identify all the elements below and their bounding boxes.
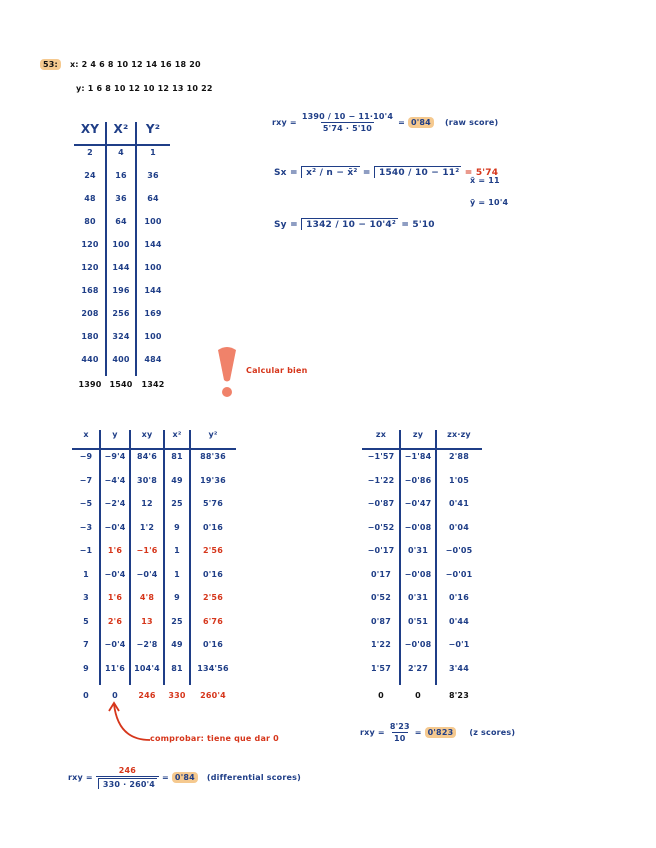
table3-cell: −0'08 (404, 569, 432, 579)
table2-cell: 5 (83, 616, 89, 626)
table3-total: 0 (378, 691, 384, 700)
rxy-z-label: rxy = (360, 728, 385, 737)
check-note: comprobar: tiene que dar 0 (150, 734, 279, 743)
table2-cell: 1'2 (139, 522, 155, 532)
table1-header-2: Y² (145, 122, 161, 136)
table3-cell: −1'22 (367, 475, 395, 485)
table1-cell: 48 (84, 194, 96, 203)
table3-header-0: zx (375, 430, 387, 439)
table2-cell: 25 (171, 616, 183, 626)
sx-label: Sx = (274, 168, 298, 178)
table1-cell: 36 (147, 171, 159, 180)
table3-cell: −0'05 (445, 546, 473, 555)
table1-cell: 180 (81, 332, 99, 341)
table3-cell: 1'57 (371, 663, 391, 673)
table1-cell: 208 (81, 309, 99, 318)
table2-header-2: xy (141, 430, 153, 439)
table2-total: 246 (138, 691, 156, 700)
table3-cell: 0'04 (449, 522, 469, 532)
table2-cell: 4'8 (139, 593, 155, 602)
table2-column-rule (163, 430, 165, 685)
sx-result: = 5'74 (464, 168, 499, 178)
table3-header-rule (362, 448, 482, 450)
table1-total: 1390 (78, 380, 102, 389)
table2-cell: −0'4 (104, 522, 126, 532)
table3-cell: −0'17 (367, 546, 395, 555)
rxy-note: (raw score) (444, 118, 499, 127)
sy-sqrt: 1342 / 10 − 10'4² (301, 218, 398, 230)
table1-cell: 440 (81, 355, 99, 364)
table2-cell: 81 (171, 663, 183, 673)
sy-result: = 5'10 (401, 220, 435, 230)
rxy-z-denominator: 10 (394, 734, 406, 743)
table3-cell: 0'87 (371, 616, 391, 626)
table3-cell: 0'17 (371, 569, 391, 579)
warning-text: Calcular bien (246, 366, 308, 375)
table3-cell: 0'31 (408, 546, 428, 555)
rxy-result: 0'84 (408, 117, 434, 128)
table2-cell: 1 (174, 546, 180, 555)
table2-cell: 0'16 (203, 522, 223, 532)
table2-cell: 9 (83, 663, 89, 673)
table1-total: 1342 (141, 380, 165, 389)
table2-cell: 2'56 (203, 593, 223, 602)
table2-cell: 9 (174, 522, 180, 532)
table2-cell: 6'76 (203, 616, 223, 626)
table1-total: 1540 (109, 380, 133, 389)
table2-cell: 104'4 (134, 663, 160, 673)
rxy-fraction (300, 112, 395, 133)
table1-cell: 24 (84, 171, 96, 180)
table2-cell: 12 (141, 499, 153, 508)
table2-cell: 81 (171, 452, 183, 461)
table3-cell: −0'87 (367, 499, 395, 508)
table1-cell: 64 (115, 217, 127, 226)
raw-score-table (74, 122, 184, 397)
table2-cell: 1 (83, 569, 89, 579)
table2-cell: 5'76 (203, 499, 223, 508)
table2-column-rule (189, 430, 191, 685)
table2-cell: 13 (141, 616, 153, 626)
table2-header-1: y (112, 430, 118, 439)
table2-cell: 1'6 (107, 593, 123, 602)
table1-cell: 4 (118, 148, 124, 157)
table2-cell: 3 (83, 593, 89, 602)
table2-cell: 2'56 (203, 546, 223, 555)
table2-cell: −5 (79, 499, 93, 508)
table3-header-2: zx·zy (447, 430, 471, 439)
table2-cell: −1 (79, 546, 93, 555)
table3-cell: 1'22 (371, 640, 391, 649)
table3-cell: 0'44 (449, 616, 469, 626)
table1-cell: 400 (112, 355, 130, 364)
table3-cell: −0'1 (448, 640, 470, 649)
table3-cell: −0'52 (367, 522, 395, 532)
y-mean: ȳ = 10'4 (470, 198, 509, 207)
table2-cell: 0'16 (203, 569, 223, 579)
rxy-label: rxy = (272, 118, 297, 127)
y-values: y: 1 6 8 10 12 10 12 13 10 22 (76, 84, 213, 93)
table1-cell: 144 (112, 263, 130, 272)
table1-cell: 324 (112, 332, 130, 341)
table3-cell: −0'08 (404, 522, 432, 532)
table2-header-0: x (83, 430, 89, 439)
table2-cell: 1'6 (107, 546, 123, 555)
table2-cell: 11'6 (105, 663, 125, 673)
sy-label: Sy = (274, 220, 298, 230)
sx-sqrt-1: x² / n − x̄² (301, 166, 359, 178)
table1-cell: 1 (150, 148, 156, 157)
table2-cell: −2'4 (104, 499, 126, 508)
problem-header (40, 60, 201, 69)
table1-cell: 120 (81, 240, 99, 249)
rxy-z-fraction (388, 722, 412, 743)
sx-sqrt-2: 1540 / 10 − 11² (374, 166, 461, 178)
rxy-raw-formula: rxy = $\frac{1390 / 10 - 11\cdot 10'4}{5'74 \cdot 5'10}$ = 0'84 (raw score) (272, 112, 499, 133)
rxy-diff-formula: rxy = $\frac{246}{330 \cdot 260'4}$ = 0'84 (differential scores) (68, 766, 301, 789)
table3-cell: 1'05 (449, 475, 469, 485)
table3-cell: 2'88 (449, 452, 469, 461)
rxy-z-note: (z scores) (469, 728, 516, 737)
table2-cell: −2'8 (136, 640, 158, 649)
table2-cell: −0'4 (104, 640, 126, 649)
table1-cell: 168 (81, 286, 99, 295)
table2-cell: −9 (79, 452, 93, 461)
table1-cell: 100 (144, 332, 162, 341)
table3-cell: −1'84 (404, 452, 432, 461)
table2-cell: 84'6 (137, 452, 157, 461)
rxy-diff-numerator: 246 (118, 766, 137, 775)
table2-cell: −1'6 (136, 546, 158, 555)
table2-cell: 30'8 (137, 475, 157, 485)
table3-cell: −0'01 (445, 569, 473, 579)
table2-cell: −0'4 (104, 569, 126, 579)
rxy-diff-sqrt: 330 · 260'4 (98, 778, 157, 789)
table1-cell: 100 (144, 217, 162, 226)
table1-cell: 2 (87, 148, 93, 157)
table3-cell: −0'86 (404, 475, 432, 485)
rxy-diff-label: rxy = (68, 773, 93, 782)
rxy-diff-denominator (96, 776, 159, 789)
table1-cell: 196 (112, 286, 130, 295)
table2-cell: 1 (174, 569, 180, 579)
table2-cell: 19'36 (200, 475, 226, 485)
table3-total: 8'23 (449, 691, 469, 700)
rxy-diff-result: 0'84 (172, 772, 198, 783)
table1-cell: 120 (81, 263, 99, 272)
table2-header-rule (72, 448, 236, 450)
sx-formula: Sx = x² / n − x̄² = 1540 / 10 − 11² = 5'74 (274, 168, 499, 178)
table3-cell: 0'51 (408, 616, 428, 626)
table2-cell: 9 (174, 593, 180, 602)
table3-cell: 0'52 (371, 593, 391, 602)
rxy-z-result: 0'823 (425, 727, 457, 738)
table1-cell: 100 (144, 263, 162, 272)
table1-cell: 144 (144, 240, 162, 249)
x-mean: x̄ = 11 (470, 176, 500, 185)
table2-total: 0 (83, 691, 89, 700)
warning-group (214, 344, 240, 404)
table1-header-rule (74, 144, 170, 146)
table1-cell: 64 (147, 194, 159, 203)
table2-cell: 134'56 (197, 663, 229, 673)
table3-cell: 0'31 (408, 593, 428, 602)
table1-cell: 100 (112, 240, 130, 249)
table1-cell: 80 (84, 217, 96, 226)
table2-total: 260'4 (200, 691, 226, 700)
table3-cell: 2'27 (408, 663, 428, 673)
table1-cell: 169 (144, 309, 162, 318)
table2-cell: 2'6 (107, 616, 123, 626)
rxy-numerator: 1390 / 10 − 11·10'4 (301, 112, 394, 121)
table1-header-0: XY (80, 122, 100, 136)
table2-cell: −0'4 (136, 569, 158, 579)
rxy-z-numerator: 8'23 (389, 722, 410, 731)
table2-cell: 49 (171, 640, 183, 649)
table1-column-rule (135, 122, 137, 376)
sy-formula (274, 218, 435, 230)
table2-cell: −7 (79, 475, 93, 485)
table3-cell: 3'44 (449, 663, 469, 673)
table2-header-3: x² (172, 430, 182, 439)
table2-cell: 49 (171, 475, 183, 485)
x-values: x: 2 4 6 8 10 12 14 16 18 20 (69, 60, 201, 69)
table3-column-rule (435, 430, 437, 685)
table2-cell: −9'4 (104, 452, 126, 461)
table2-total: 0 (112, 691, 118, 700)
table3-cell: −0'08 (404, 640, 432, 649)
table2-total: 330 (168, 691, 186, 700)
table3-total: 0 (415, 691, 421, 700)
table2-cell: 25 (171, 499, 183, 508)
table1-cell: 256 (112, 309, 130, 318)
table2-column-rule (129, 430, 131, 685)
table2-column-rule (99, 430, 101, 685)
curved-arrow-icon (104, 700, 154, 748)
table3-header-1: zy (412, 430, 424, 439)
table2-cell: 88'36 (200, 452, 226, 461)
table2-header-4: y² (208, 430, 218, 439)
table1-header-1: X² (113, 122, 129, 136)
table2-cell: −4'4 (104, 475, 126, 485)
table2-cell: 7 (83, 640, 89, 649)
table1-cell: 484 (144, 355, 162, 364)
table3-column-rule (399, 430, 401, 685)
rxy-denominator: 5'74 · 5'10 (322, 124, 373, 133)
table1-column-rule (105, 122, 107, 376)
problem-label: 53: (40, 59, 61, 70)
table2-cell: 0'16 (203, 640, 223, 649)
table2-cell: −3 (79, 522, 93, 532)
table1-cell: 36 (115, 194, 127, 203)
table3-cell: 0'16 (449, 593, 469, 602)
table3-cell: −0'47 (404, 499, 432, 508)
rxy-diff-note: (differential scores) (206, 773, 301, 782)
table3-cell: 0'41 (449, 499, 469, 508)
table1-cell: 144 (144, 286, 162, 295)
rxy-z-formula: rxy = $\frac{8'23}{10}$ = 0'823 (z scores) (360, 722, 516, 743)
rxy-diff-fraction (96, 766, 159, 789)
table3-cell: −1'57 (367, 452, 395, 461)
table1-cell: 16 (115, 171, 127, 180)
exclamation-icon (214, 344, 240, 400)
